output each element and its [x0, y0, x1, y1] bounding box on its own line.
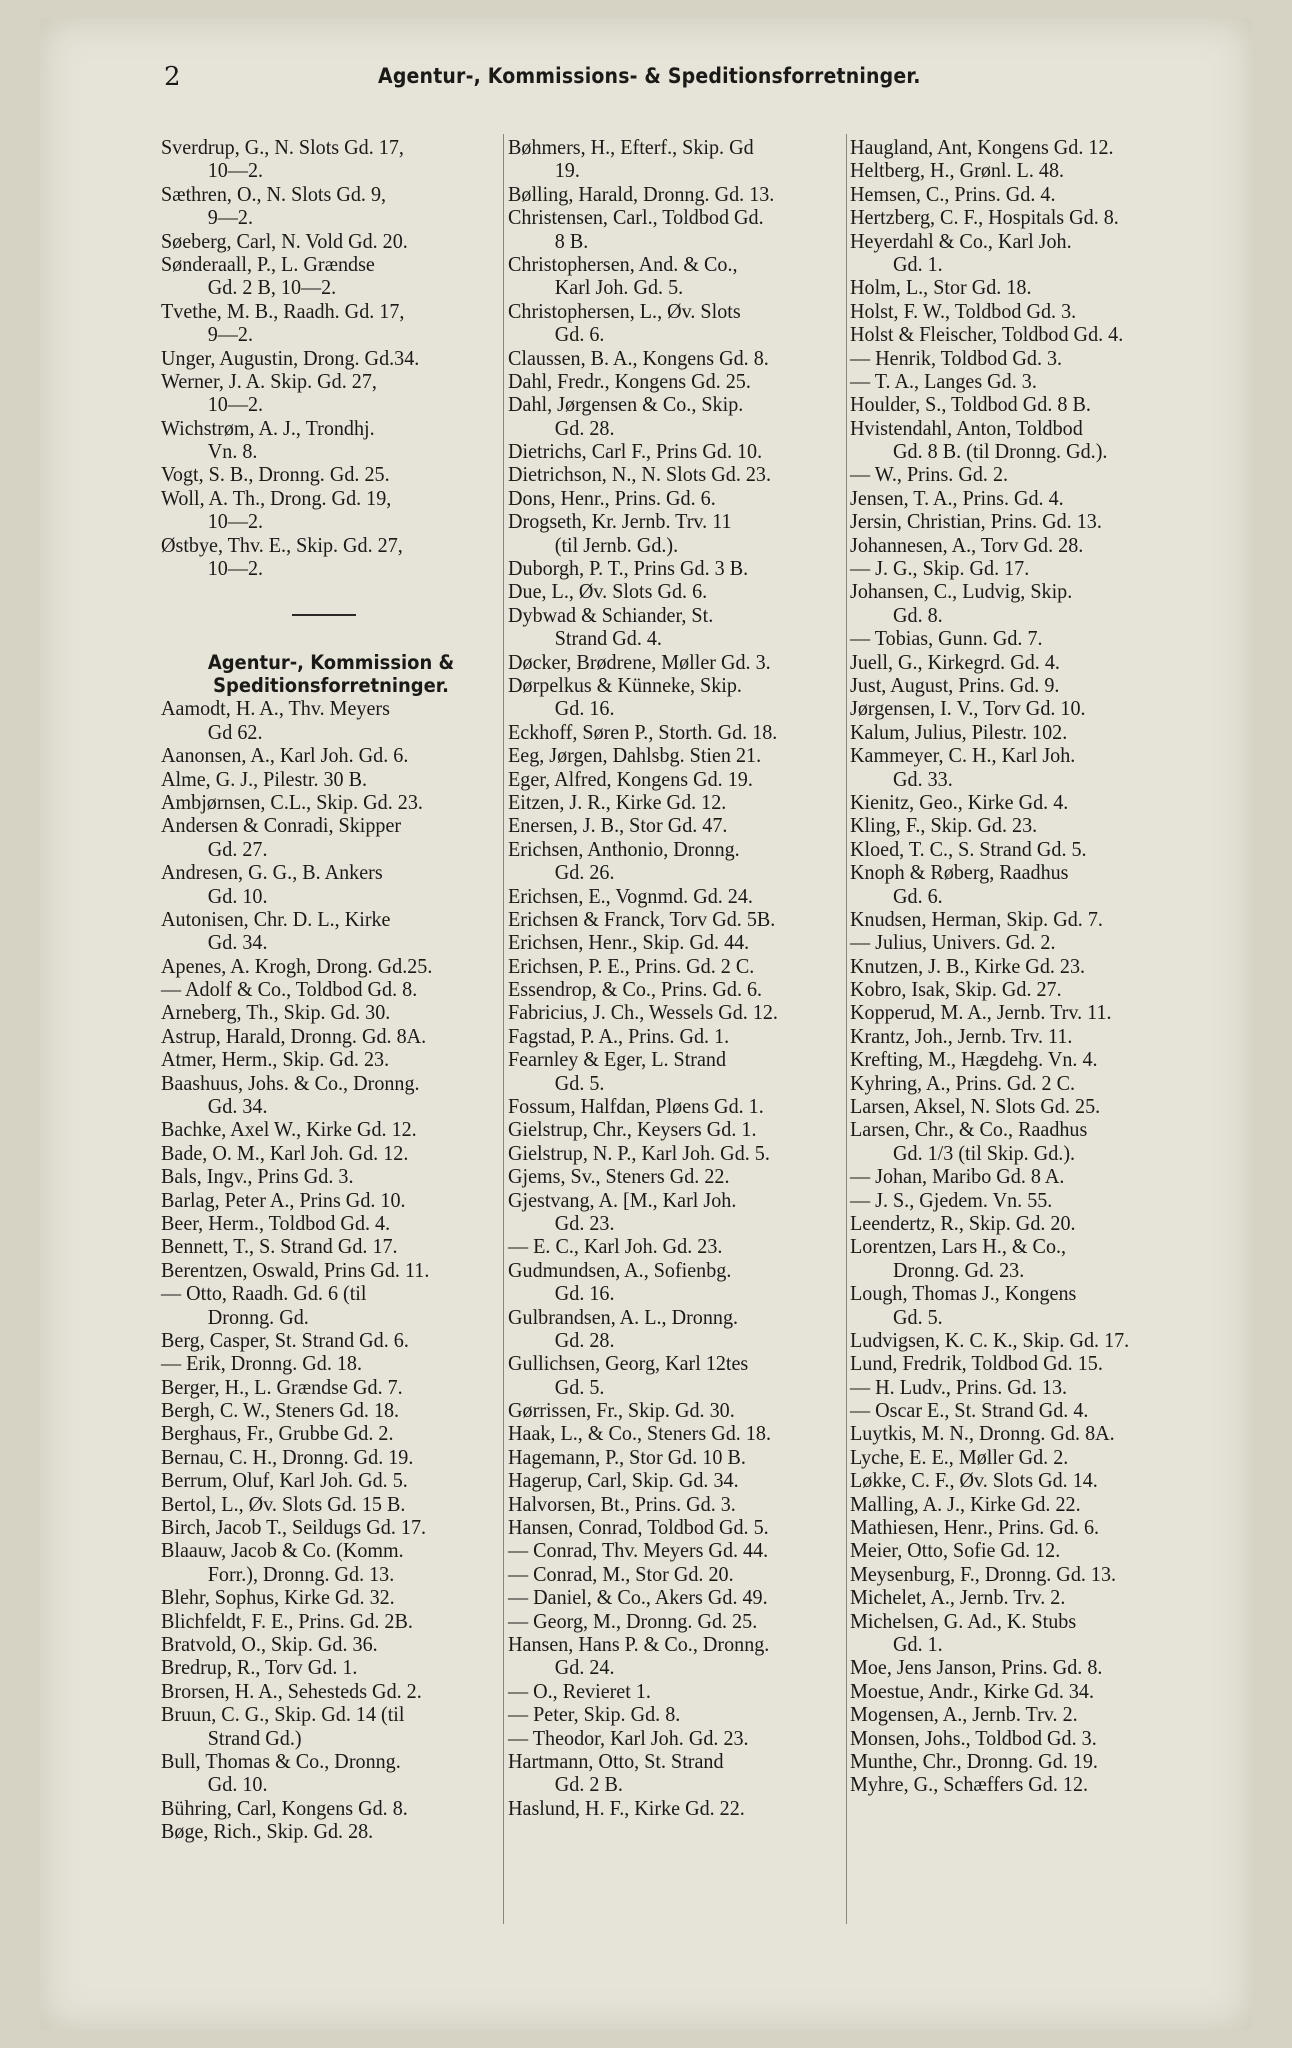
directory-entry: Hertzberg, C. F., Hospitals Gd. 8. [850, 205, 1119, 230]
directory-entry: Bruun, C. G., Skip. Gd. 14 (til [161, 1702, 405, 1727]
directory-entry: Lough, Thomas J., Kongens [850, 1281, 1077, 1306]
directory-entry: Bade, O. M., Karl Joh. Gd. 12. [161, 1140, 409, 1165]
entry-continuation: (til Jernb. Gd.). [554, 532, 679, 557]
entry-continuation: Strand Gd. 4. [554, 626, 662, 651]
entry-continuation: Gd 62. [207, 719, 263, 744]
directory-entry: Bøge, Rich., Skip. Gd. 28. [161, 1819, 374, 1844]
page-title: Agentur-, Kommissions- & Speditionsforretninger. [378, 64, 921, 89]
directory-entry: Eckhoff, Søren P., Storth. Gd. 18. [508, 719, 778, 744]
directory-entry: Barlag, Peter A., Prins Gd. 10. [161, 1187, 406, 1212]
directory-entry: Bernau, C. H., Dronng. Gd. 19. [161, 1444, 414, 1469]
entry-continuation: Gd. 6. [554, 322, 605, 347]
directory-entry: Sønderaall, P., L. Grændse [161, 251, 375, 276]
directory-entry: Lund, Fredrik, Toldbod Gd. 15. [850, 1351, 1103, 1376]
entry-continuation: Gd. 34. [207, 1094, 268, 1119]
directory-entry: Heltberg, H., Grønl. L. 48. [850, 158, 1065, 183]
directory-entry: Erichsen, Anthonio, Dronng. [508, 836, 740, 861]
directory-entry: Bachke, Axel W., Kirke Gd. 12. [161, 1117, 417, 1142]
directory-entry: Werner, J. A. Skip. Gd. 27, [161, 368, 377, 393]
entry-continuation: Gd. 10. [207, 883, 268, 908]
page-number: 2 [164, 62, 181, 92]
directory-entry: Erichsen, Henr., Skip. Gd. 44. [508, 930, 750, 955]
directory-entry: Berg, Casper, St. Strand Gd. 6. [161, 1327, 409, 1352]
directory-entry: Tvethe, M. B., Raadh. Gd. 17, [161, 298, 405, 323]
entry-continuation: Gd. 8. [893, 602, 943, 627]
directory-entry: Astrup, Harald, Dronng. Gd. 8A. [161, 1023, 427, 1048]
directory-entry: Atmer, Herm., Skip. Gd. 23. [161, 1047, 390, 1072]
section-divider [161, 604, 501, 627]
directory-entry: Andersen & Conradi, Skipper [161, 813, 402, 838]
directory-entry: — Oscar E., St. Strand Gd. 4. [850, 1398, 1089, 1423]
directory-entry: Jørgensen, I. V., Torv Gd. 10. [850, 696, 1086, 721]
directory-entry: Michelet, A., Jernb. Trv. 2. [850, 1585, 1066, 1610]
section-heading: Agentur-, Kommission & [207, 650, 455, 674]
directory-entry: Moestue, Andr., Kirke Gd. 34. [850, 1678, 1095, 1703]
directory-entry: Luytkis, M. N., Dronng. Gd. 8A. [850, 1421, 1115, 1446]
directory-entry: Eeg, Jørgen, Dahlsbg. Stien 21. [508, 743, 762, 768]
directory-entry: Bertol, L., Øv. Slots Gd. 15 B. [161, 1491, 406, 1516]
directory-entry: Kyhring, A., Prins. Gd. 2 C. [850, 1070, 1076, 1095]
entry-continuation: Dronng. Gd. 23. [893, 1257, 1025, 1282]
entry-continuation: Dronng. Gd. [207, 1304, 309, 1329]
directory-entry: Meier, Otto, Sofie Gd. 12. [850, 1538, 1061, 1563]
directory-entry: Jensen, T. A., Prins. Gd. 4. [850, 485, 1064, 510]
entry-continuation: 10—2. [207, 509, 264, 534]
directory-entry: Essendrop, & Co., Prins. Gd. 6. [508, 977, 763, 1002]
directory-entry: Munthe, Chr., Dronng. Gd. 19. [850, 1748, 1098, 1773]
blank-line [161, 627, 501, 650]
directory-entry: Ambjørnsen, C.L., Skip. Gd. 23. [161, 789, 423, 814]
directory-entry: Apenes, A. Krogh, Drong. Gd.25. [161, 953, 433, 978]
directory-entry: Heyerdahl & Co., Karl Joh. [850, 228, 1072, 253]
entry-continuation: Gd. 16. [554, 696, 615, 721]
directory-entry: Baashuus, Johs. & Co., Dronng. [161, 1070, 420, 1095]
entry-continuation: 10—2. [207, 392, 264, 417]
directory-entry: Dons, Henr., Prins. Gd. 6. [508, 485, 716, 510]
directory-entry: Wichstrøm, A. J., Trondhj. [161, 415, 375, 440]
directory-entry: Løkke, C. F., Øv. Slots Gd. 14. [850, 1468, 1098, 1493]
directory-entry: Haslund, H. F., Kirke Gd. 22. [508, 1795, 745, 1820]
directory-entry: Due, L., Øv. Slots Gd. 6. [508, 579, 708, 604]
page-header [0, 62, 1292, 102]
entry-continuation: 19. [554, 158, 580, 183]
directory-entry: Birch, Jacob T., Seildugs Gd. 17. [161, 1515, 427, 1540]
directory-entry: Søeberg, Carl, N. Vold Gd. 20. [161, 228, 408, 253]
directory-entry: — Johan, Maribo Gd. 8 A. [850, 1164, 1065, 1189]
directory-column-3 [850, 136, 1186, 1797]
entry-continuation: Strand Gd.) [207, 1725, 302, 1750]
directory-entry: Kling, F., Skip. Gd. 23. [850, 813, 1038, 838]
directory-entry: Houlder, S., Toldbod Gd. 8 B. [850, 392, 1091, 417]
directory-entry: Jersin, Christian, Prins. Gd. 13. [850, 509, 1102, 534]
directory-column-1 [161, 136, 501, 1844]
directory-entry: Kienitz, Geo., Kirke Gd. 4. [850, 789, 1069, 814]
directory-entry: Aamodt, H. A., Thv. Meyers [161, 696, 390, 721]
directory-entry: Hemsen, C., Prins. Gd. 4. [850, 181, 1056, 206]
entry-continuation: Gd. 1. [893, 251, 943, 276]
directory-entry: — Peter, Skip. Gd. 8. [508, 1702, 681, 1727]
directory-entry: Bergh, C. W., Steners Gd. 18. [161, 1398, 400, 1423]
directory-entry: Berrum, Oluf, Karl Joh. Gd. 5. [161, 1468, 408, 1493]
directory-entry: — T. A., Langes Gd. 3. [850, 368, 1037, 393]
directory-entry: Hartmann, Otto, St. Strand [508, 1748, 724, 1773]
entry-continuation: Gd. 23. [554, 1210, 615, 1235]
directory-entry: Larsen, Chr., & Co., Raadhus [850, 1117, 1088, 1142]
directory-entry: Eitzen, J. R., Kirke Gd. 12. [508, 789, 727, 814]
directory-entry: — Conrad, Thv. Meyers Gd. 44. [508, 1538, 769, 1563]
directory-entry: Bredrup, R., Torv Gd. 1. [161, 1655, 358, 1680]
directory-entry: Erichsen & Franck, Torv Gd. 5B. [508, 906, 776, 931]
directory-entry: Bølling, Harald, Dronng. Gd. 13. [508, 181, 775, 206]
directory-entry: Erichsen, P. E., Prins. Gd. 2 C. [508, 953, 755, 978]
directory-entry: Lorentzen, Lars H., & Co., [850, 1234, 1067, 1259]
directory-entry: Fearnley & Eger, L. Strand [508, 1047, 727, 1072]
directory-entry: Gjems, Sv., Steners Gd. 22. [508, 1164, 730, 1189]
directory-entry: — W., Prins. Gd. 2. [850, 462, 1009, 487]
entry-continuation: 10—2. [207, 556, 264, 581]
directory-entry: — Georg, M., Dronng. Gd. 25. [508, 1608, 758, 1633]
entry-continuation: Gd. 1. [893, 1632, 943, 1656]
directory-entry: Gielstrup, N. P., Karl Joh. Gd. 5. [508, 1140, 770, 1165]
directory-entry: — Daniel, & Co., Akers Gd. 49. [508, 1585, 768, 1610]
directory-entry: — Erik, Dronng. Gd. 18. [161, 1351, 363, 1376]
entry-continuation: Gd. 33. [893, 766, 953, 791]
directory-entry: Gjestvang, A. [M., Karl Joh. [508, 1187, 737, 1212]
directory-entry: Berentzen, Oswald, Prins Gd. 11. [161, 1257, 430, 1282]
entry-continuation: Gd. 26. [554, 860, 615, 885]
directory-entry: Knutzen, J. B., Kirke Gd. 23. [850, 953, 1086, 978]
directory-entry: — J. G., Skip. Gd. 17. [850, 556, 1030, 581]
directory-entry: Døcker, Brødrene, Møller Gd. 3. [508, 649, 771, 674]
directory-entry: Bennett, T., S. Strand Gd. 17. [161, 1234, 398, 1259]
entry-continuation: Gd. 24. [554, 1655, 615, 1680]
directory-entry: Haak, L., & Co., Steners Gd. 18. [508, 1421, 771, 1446]
directory-entry: — Conrad, M., Stor Gd. 20. [508, 1561, 734, 1586]
directory-entry: Juell, G., Kirkegrd. Gd. 4. [850, 649, 1060, 674]
directory-entry: Meysenburg, F., Dronng. Gd. 13. [850, 1561, 1117, 1586]
entry-continuation: Gd. 28. [554, 1327, 615, 1352]
directory-entry: Erichsen, E., Vognmd. Gd. 24. [508, 883, 753, 908]
directory-entry: Berghaus, Fr., Grubbe Gd. 2. [161, 1421, 394, 1446]
entry-continuation: Gd. 2 B, 10—2. [207, 275, 337, 300]
directory-entry: Knudsen, Herman, Skip. Gd. 7. [850, 906, 1103, 931]
entry-continuation: Gd. 8 B. (til Dronng. Gd.). [893, 439, 1108, 464]
directory-entry: Duborgh, P. T., Prins Gd. 3 B. [508, 556, 749, 581]
directory-entry: Arneberg, Th., Skip. Gd. 30. [161, 1000, 391, 1025]
entry-continuation: 9—2. [207, 205, 253, 230]
directory-entry: Kammeyer, C. H., Karl Joh. [850, 743, 1076, 768]
directory-entry: Gullichsen, Georg, Karl 12tes [508, 1351, 749, 1376]
directory-entry: Larsen, Aksel, N. Slots Gd. 25. [850, 1094, 1101, 1119]
directory-entry: Eger, Alfred, Kongens Gd. 19. [508, 766, 753, 791]
entry-continuation: Gd. 5. [893, 1304, 943, 1329]
directory-entry: Gørrissen, Fr., Skip. Gd. 30. [508, 1398, 735, 1423]
directory-entry: Mathiesen, Henr., Prins. Gd. 6. [850, 1515, 1100, 1540]
section-heading: Speditionsforretninger. [213, 673, 449, 697]
directory-entry: Christophersen, And. & Co., [508, 251, 738, 276]
directory-entry: Hansen, Hans P. & Co., Dronng. [508, 1632, 770, 1656]
directory-entry: Leendertz, R., Skip. Gd. 20. [850, 1210, 1076, 1235]
directory-entry: Johannesen, A., Torv Gd. 28. [850, 532, 1084, 557]
directory-entry: Monsen, Johs., Toldbod Gd. 3. [850, 1725, 1097, 1750]
entry-continuation: 10—2. [207, 158, 264, 183]
directory-entry: Bals, Ingv., Prins Gd. 3. [161, 1164, 354, 1189]
directory-entry: Knoph & Røberg, Raadhus [850, 860, 1069, 885]
directory-entry: Beer, Herm., Toldbod Gd. 4. [161, 1210, 391, 1235]
directory-entry: Kopperud, M. A., Jernb. Trv. 11. [850, 1000, 1112, 1025]
directory-entry: Fossum, Halfdan, Pløens Gd. 1. [508, 1094, 764, 1119]
entry-continuation: Gd. 27. [207, 836, 268, 861]
directory-entry: Gulbrandsen, A. L., Dronng. [508, 1304, 739, 1329]
directory-entry: Claussen, B. A., Kongens Gd. 8. [508, 345, 769, 370]
column-rule [846, 134, 847, 1924]
directory-entry: Drogseth, Kr. Jernb. Trv. 11 [508, 509, 732, 534]
directory-entry: Lyche, E. E., Møller Gd. 2. [850, 1444, 1069, 1469]
directory-entry: Haugland, Ant, Kongens Gd. 12. [850, 135, 1114, 159]
directory-entry: Krantz, Joh., Jernb. Trv. 11. [850, 1023, 1073, 1048]
directory-entry: Sverdrup, G., N. Slots Gd. 17, [161, 135, 404, 159]
directory-entry: Enersen, J. B., Stor Gd. 47. [508, 813, 728, 838]
directory-entry: Fagstad, P. A., Prins. Gd. 1. [508, 1023, 730, 1048]
directory-entry: Holm, L., Stor Gd. 18. [850, 275, 1032, 300]
column-rule [503, 134, 504, 1924]
entry-continuation: Gd. 10. [207, 1772, 268, 1797]
directory-entry: Dahl, Jørgensen & Co., Skip. [508, 392, 744, 417]
directory-entry: Brorsen, H. A., Sehesteds Gd. 2. [161, 1678, 422, 1703]
directory-entry: Dybwad & Schiander, St. [508, 602, 714, 627]
directory-entry: Kalum, Julius, Pilestr. 102. [850, 719, 1068, 744]
directory-entry: Gielstrup, Chr., Keysers Gd. 1. [508, 1117, 757, 1142]
directory-entry: Blehr, Sophus, Kirke Gd. 32. [161, 1585, 395, 1610]
directory-column-2 [508, 136, 844, 1820]
directory-entry: Unger, Augustin, Drong. Gd.34. [161, 345, 420, 370]
directory-entry: Christensen, Carl., Toldbod Gd. [508, 205, 764, 230]
entry-continuation: Gd. 5. [554, 1070, 605, 1095]
entry-continuation: Karl Joh. Gd. 5. [554, 275, 684, 300]
directory-entry: Dietrichs, Carl F., Prins Gd. 10. [508, 439, 763, 464]
directory-entry: Krefting, M., Hægdehg. Vn. 4. [850, 1047, 1098, 1072]
directory-entry: — J. S., Gjedem. Vn. 55. [850, 1187, 1053, 1212]
directory-entry: — Otto, Raadh. Gd. 6 (til [161, 1281, 367, 1306]
directory-entry: Holst & Fleischer, Toldbod Gd. 4. [850, 322, 1124, 347]
directory-entry: Blaauw, Jacob & Co. (Komm. [161, 1538, 404, 1563]
directory-entry: Mogensen, A., Jernb. Trv. 2. [850, 1702, 1078, 1727]
directory-entry: — O., Revieret 1. [508, 1678, 651, 1703]
entry-continuation: Gd. 5. [554, 1374, 605, 1399]
entry-continuation: Gd. 1/3 (til Skip. Gd.). [893, 1140, 1076, 1165]
directory-entry: Moe, Jens Janson, Prins. Gd. 8. [850, 1655, 1103, 1680]
directory-entry: Holst, F. W., Toldbod Gd. 3. [850, 298, 1077, 323]
directory-entry: Gudmundsen, A., Sofienbg. [508, 1257, 732, 1282]
directory-entry: — Tobias, Gunn. Gd. 7. [850, 626, 1043, 651]
directory-entry: — Theodor, Karl Joh. Gd. 23. [508, 1725, 749, 1750]
entry-continuation: Gd. 16. [554, 1281, 615, 1306]
directory-entry: Hagemann, P., Stor Gd. 10 B. [508, 1444, 746, 1469]
entry-continuation: Forr.), Dronng. Gd. 13. [207, 1561, 395, 1586]
directory-entry: Østbye, Thv. E., Skip. Gd. 27, [161, 532, 403, 557]
directory-entry: Kloed, T. C., S. Strand Gd. 5. [850, 836, 1087, 861]
directory-entry: Christophersen, L., Øv. Slots [508, 298, 741, 323]
directory-entry: Hvistendahl, Anton, Toldbod [850, 415, 1083, 440]
blank-line [161, 580, 501, 603]
directory-entry: Bratvold, O., Skip. Gd. 36. [161, 1632, 378, 1656]
directory-entry: Dietrichson, N., N. Slots Gd. 23. [508, 462, 772, 487]
entry-continuation: Gd. 2 B. [554, 1772, 623, 1797]
directory-entry: Hansen, Conrad, Toldbod Gd. 5. [508, 1515, 769, 1540]
directory-entry: Kobro, Isak, Skip. Gd. 27. [850, 977, 1062, 1002]
directory-entry: Bühring, Carl, Kongens Gd. 8. [161, 1795, 408, 1820]
directory-entry: Michelsen, G. Ad., K. Stubs [850, 1608, 1077, 1633]
directory-entry: Malling, A. J., Kirke Gd. 22. [850, 1491, 1081, 1516]
directory-entry: Myhre, G., Schæffers Gd. 12. [850, 1772, 1089, 1797]
directory-entry: Woll, A. Th., Drong. Gd. 19, [161, 485, 392, 510]
directory-entry: — Adolf & Co., Toldbod Gd. 8. [161, 977, 418, 1002]
entry-continuation: 9—2. [207, 322, 253, 347]
entry-continuation: 8 B. [554, 228, 589, 253]
directory-entry: Autonisen, Chr. D. L., Kirke [161, 906, 391, 931]
directory-entry: Hagerup, Carl, Skip. Gd. 34. [508, 1468, 739, 1493]
directory-entry: Dørpelkus & Künneke, Skip. [508, 672, 742, 697]
directory-entry: Alme, G. J., Pilestr. 30 B. [161, 766, 368, 791]
directory-entry: Vogt, S. B., Dronng. Gd. 25. [161, 462, 390, 487]
directory-entry: Ludvigsen, K. C. K., Skip. Gd. 17. [850, 1327, 1130, 1352]
directory-entry: Aanonsen, A., Karl Joh. Gd. 6. [161, 743, 409, 768]
directory-entry: Bull, Thomas & Co., Dronng. [161, 1748, 401, 1773]
directory-entry: Just, August, Prins. Gd. 9. [850, 672, 1060, 697]
directory-entry: — Henrik, Toldbod Gd. 3. [850, 345, 1063, 370]
entry-continuation: Vn. 8. [207, 439, 258, 464]
directory-entry: Bøhmers, H., Efterf., Skip. Gd [508, 135, 754, 159]
directory-entry: — Julius, Univers. Gd. 2. [850, 930, 1056, 955]
entry-continuation: Gd. 34. [207, 930, 268, 955]
entry-continuation: Gd. 6. [893, 883, 943, 908]
directory-entry: Dahl, Fredr., Kongens Gd. 25. [508, 368, 751, 393]
directory-entry: — H. Ludv., Prins. Gd. 13. [850, 1374, 1068, 1399]
directory-entry: Sæthren, O., N. Slots Gd. 9, [161, 181, 387, 206]
directory-entry: Halvorsen, Bt., Prins. Gd. 3. [508, 1491, 736, 1516]
entry-continuation: Gd. 28. [554, 415, 615, 440]
directory-entry: Johansen, C., Ludvig, Skip. [850, 579, 1073, 604]
directory-entry: Blichfeldt, F. E., Prins. Gd. 2B. [161, 1608, 413, 1633]
directory-entry: Fabricius, J. Ch., Wessels Gd. 12. [508, 1000, 778, 1025]
directory-entry: — E. C., Karl Joh. Gd. 23. [508, 1234, 723, 1259]
directory-entry: Andresen, G. G., B. Ankers [161, 860, 383, 885]
divider-rule [292, 614, 356, 616]
directory-entry: Berger, H., L. Grændse Gd. 7. [161, 1374, 403, 1399]
